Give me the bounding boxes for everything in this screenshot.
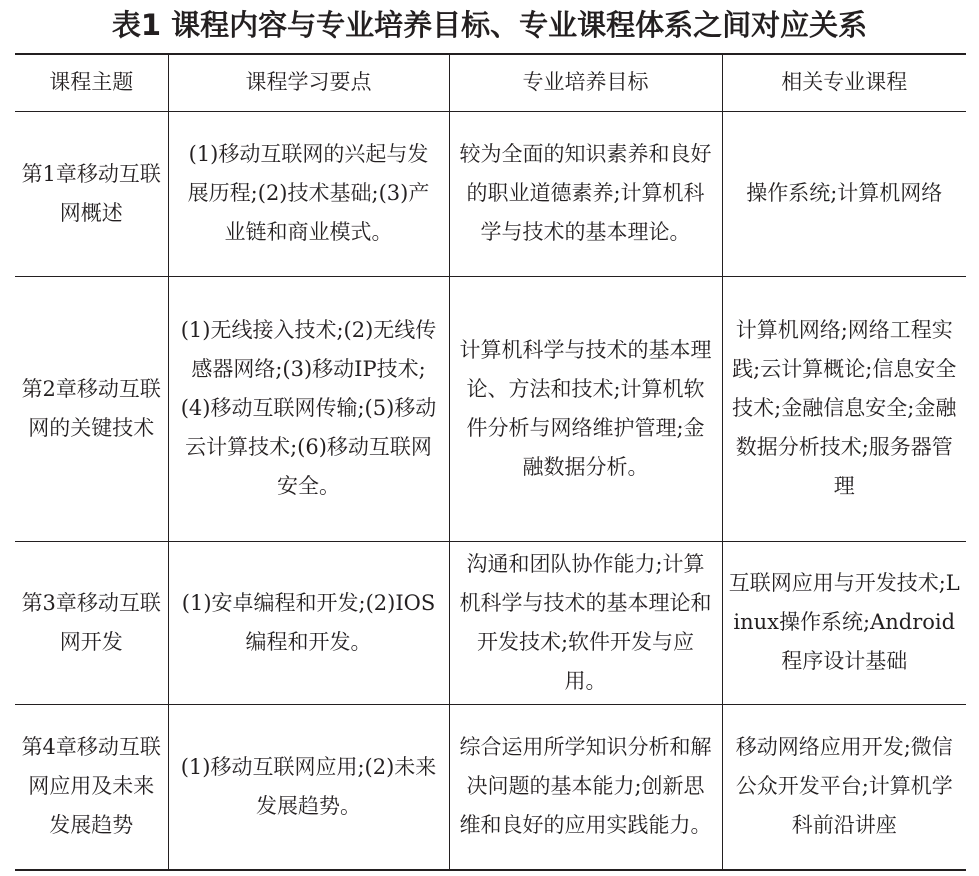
table-row: [15, 276, 966, 541]
cell-related-courses: 操作系统;计算机网络: [722, 111, 966, 276]
table-caption: 表1 课程内容与专业培养目标、专业课程体系之间对应关系: [111, 8, 868, 42]
cell-related-courses: 计算机网络;网络工程实践;云计算概论;信息安全技术;金融信息安全;金融数据分析技术;服务器管理: [722, 276, 966, 541]
cell-training-goals: 较为全面的知识素养和良好的职业道德素养;计算机科学与技术的基本理论。: [449, 111, 722, 276]
table-row: [15, 111, 966, 276]
table-row: [15, 541, 966, 704]
cell-learning-points: (1)无线接入技术;(2)无线传感器网络;(3)移动IP技术;(4)移动互联网传输;(5)移动云计算技术;(6)移动互联网安全。: [168, 276, 449, 541]
cell-course-topic: 第4章移动互联网应用及未来发展趋势: [15, 704, 168, 870]
header-training-goals: 专业培养目标: [449, 54, 722, 111]
cell-learning-points: (1)移动互联网应用;(2)未来发展趋势。: [168, 704, 449, 870]
cell-learning-points: (1)安卓编程和开发;(2)IOS编程和开发。: [168, 541, 449, 704]
header-learning-points: 课程学习要点: [168, 54, 449, 111]
header-related-courses: 相关专业课程: [722, 54, 966, 111]
table-row: [15, 704, 966, 870]
cell-course-topic: 第1章移动互联网概述: [15, 111, 168, 276]
cell-course-topic: 第2章移动互联网的关键技术: [15, 276, 168, 541]
cell-related-courses: 互联网应用与开发技术;Linux操作系统;Android程序设计基础: [722, 541, 966, 704]
cell-training-goals: 计算机科学与技术的基本理论、方法和技术;计算机软件分析与网络维护管理;金融数据分析。: [449, 276, 722, 541]
header-course-topic: 课程主题: [15, 54, 168, 111]
cell-training-goals: 沟通和团队协作能力;计算机科学与技术的基本理论和开发技术;软件开发与应用。: [449, 541, 722, 704]
cell-course-topic: 第3章移动互联网开发: [15, 541, 168, 704]
cell-related-courses: 移动网络应用开发;微信公众开发平台;计算机学科前沿讲座: [722, 704, 966, 870]
cell-learning-points: (1)移动互联网的兴起与发展历程;(2)技术基础;(3)产业链和商业模式。: [168, 111, 449, 276]
table-header-row: [15, 54, 966, 111]
cell-training-goals: 综合运用所学知识分析和解决问题的基本能力;创新思维和良好的应用实践能力。: [449, 704, 722, 870]
course-mapping-table: [15, 53, 966, 871]
